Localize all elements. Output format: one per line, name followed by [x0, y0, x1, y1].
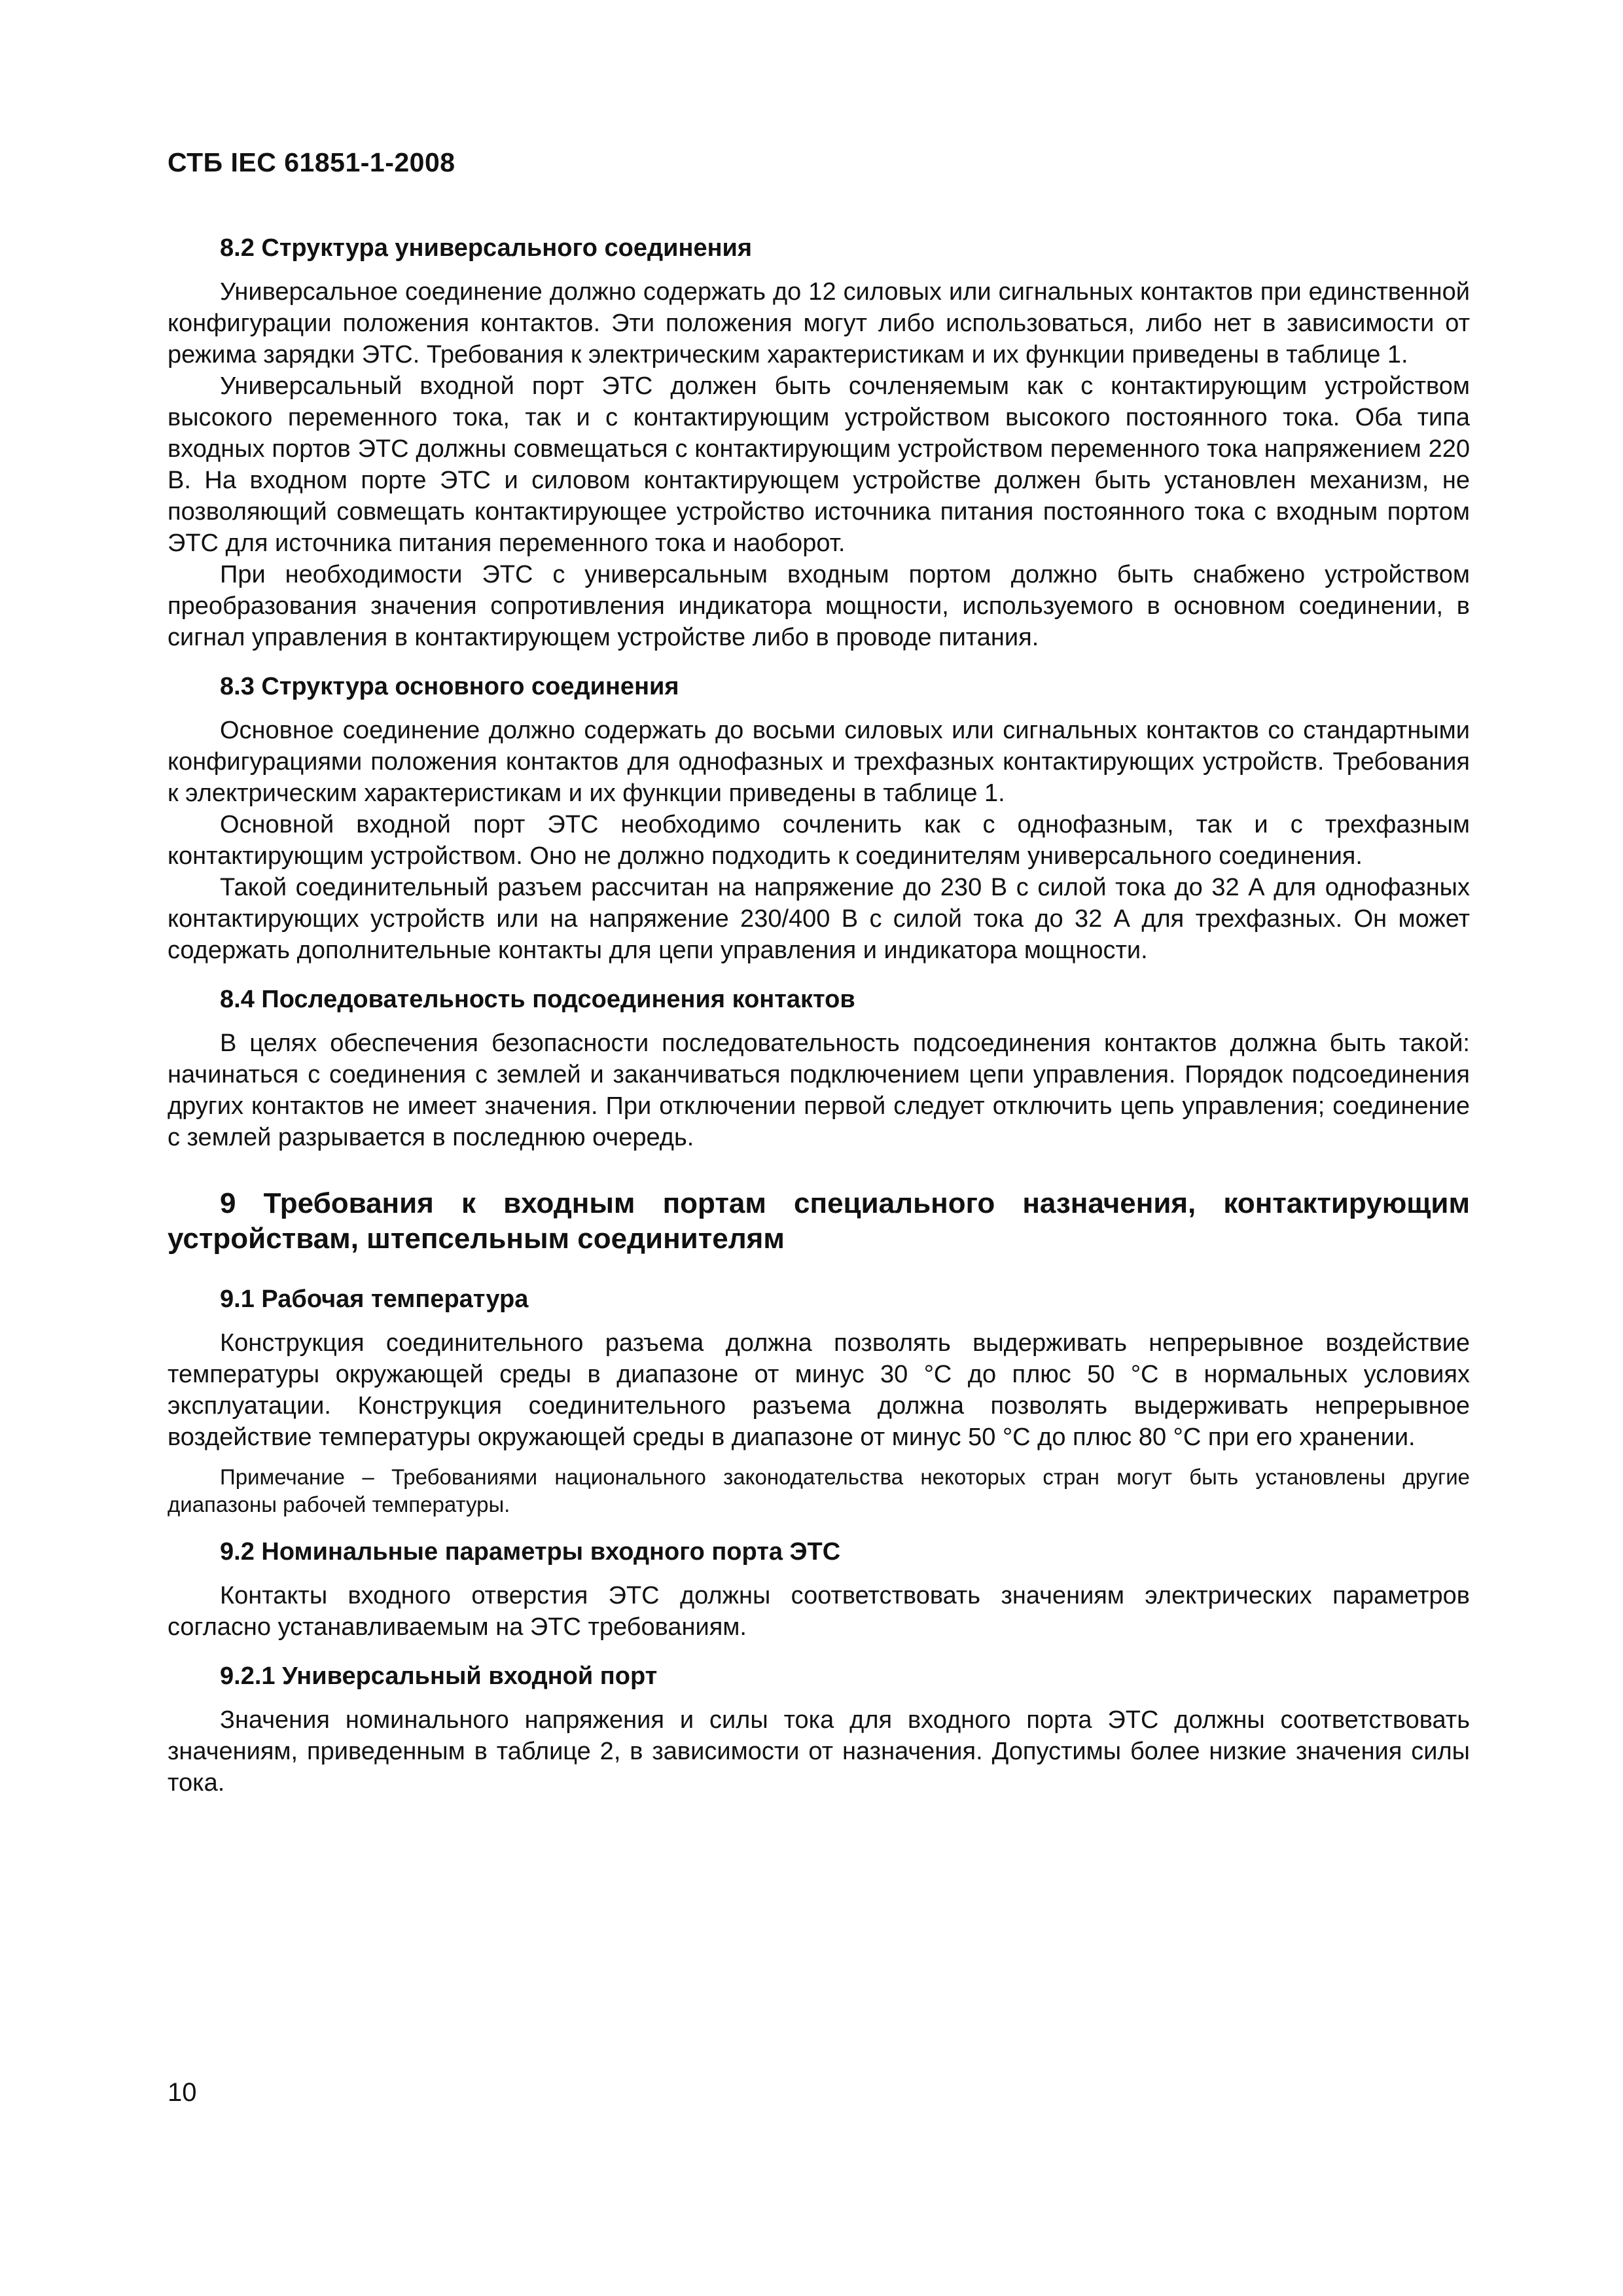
section-8-2-heading: 8.2 Структура универсального соединения	[220, 234, 753, 262]
section-9-2-heading: 9.2 Номинальные параметры входного порта ЭТС	[220, 1538, 841, 1566]
section-9-2-1-heading: 9.2.1 Универсальный входной порт	[220, 1662, 658, 1690]
section-9-2-1-paragraph-1: Значения номинального напряжения и силы тока для входного порта ЭТС должны соответствовать значениям, приведенным в таблице 2, в зависимости от назначения. Допустимы более низкие значения силы тока.	[168, 1706, 1470, 1797]
section-9-1-note: Примечание – Требованиями национального законодательства некоторых стран могут быть установлены другие диапазоны рабочей температуры.	[168, 1465, 1470, 1516]
section-8-2	[168, 232, 1470, 653]
section-9-1-heading: 9.1 Рабочая температура	[220, 1285, 529, 1313]
section-8-3-paragraph-1: Основное соединение должно содержать до восьми силовых или сигнальных контактов со стандартными конфигурациями положения контактов для однофазных и трехфазных контактирующих устройств. Требования к электрическим характеристикам и их функции приведены в таблице 1.	[168, 717, 1470, 807]
section-9-2	[168, 1535, 1470, 1643]
section-8-2-paragraph-2: Универсальный входной порт ЭТС должен быть сочленяемым как с контактирующим устройством высокого переменного тока, так и с контактирующим устройством высокого постоянного тока. Оба типа входных портов ЭТС должны совмещаться с контактирующим устройством переменного тока напряжением 220 В. На входном порте ЭТС и силовом контактирующем устройстве должен быть установлен механизм, не позволяющий совмещать контактирующее устройство источника питания постоянного тока с входным портом ЭТС для источника питания переменного тока и наоборот.	[168, 372, 1470, 557]
section-9-heading: 9 Требования к входным портам специального назначения, контактирующим устройствам, штепсельным соединителям	[168, 1187, 1470, 1255]
section-8-3	[168, 670, 1470, 966]
document-header: СТБ IEC 61851-1-2008	[168, 147, 455, 177]
spacer	[168, 1643, 1470, 1660]
section-8-4-paragraph-1: В целях обеспечения безопасности последовательность подсоединения контактов должна быть такой: начинаться с соединения с землей и заканчиваться подключением цепи управления. Порядок подсоединения других контактов не имеет значения. При отключении первой следует отключить цепь управления; соединение с землей разрывается в последнюю очередь.	[168, 1030, 1470, 1151]
section-8-4	[168, 983, 1470, 1153]
section-8-2-paragraph-1: Универсальное соединение должно содержать до 12 силовых или сигнальных контактов при единственной конфигурации положения контактов. Эти положения могут либо использоваться, либо нет в зависимости от режима зарядки ЭТС. Требования к электрическим характеристикам и их функции приведены в таблице 1.	[168, 278, 1470, 368]
section-9-2-1	[168, 1660, 1470, 1799]
section-8-3-paragraph-3: Такой соединительный разъем рассчитан на напряжение до 230 В с силой тока до 32 А для однофазных контактирующих устройств или на напряжение 230/400 В с силой тока до 32 А для трехфазных. Он может содержать дополнительные контакты для цепи управления и индикатора мощности.	[168, 874, 1470, 964]
spacer	[168, 1518, 1470, 1535]
section-9-2-paragraph-1: Контакты входного отверстия ЭТС должны соответствовать значениям электрических параметров согласно устанавливаемым на ЭТС требованиям.	[168, 1582, 1470, 1641]
spacer	[168, 653, 1470, 670]
page-number: 10	[168, 2078, 197, 2107]
section-9-1-paragraph-1: Конструкция соединительного разъема должна позволять выдерживать непрерывное воздействие температуры окружающей среды в диапазоне от минус 30 °С до плюс 50 °С в нормальных условиях эксплуатации. Конструкция соединительного разъема должна позволять выдерживать непрерывное воздействие температуры окружающей среды в диапазоне от минус 50 °С до плюс 80 °С при его хранении.	[168, 1329, 1470, 1451]
section-8-2-paragraph-3: При необходимости ЭТС с универсальным входным портом должно быть снабжено устройством преобразования значения сопротивления индикатора мощности, используемого в основном соединении, в сигнал управления в контактирующем устройстве либо в проводе питания.	[168, 561, 1470, 651]
section-8-3-paragraph-2: Основной входной порт ЭТС необходимо сочленить как с однофазным, так и с трехфазным контактирующим устройством. Оно не должно подходить к соединителям универсального соединения.	[168, 811, 1470, 870]
document-page	[168, 147, 1470, 1799]
section-9-1	[168, 1283, 1470, 1518]
spacer	[168, 966, 1470, 983]
section-8-3-heading: 8.3 Структура основного соединения	[220, 673, 679, 700]
section-8-4-heading: 8.4 Последовательность подсоединения контактов	[220, 986, 855, 1013]
